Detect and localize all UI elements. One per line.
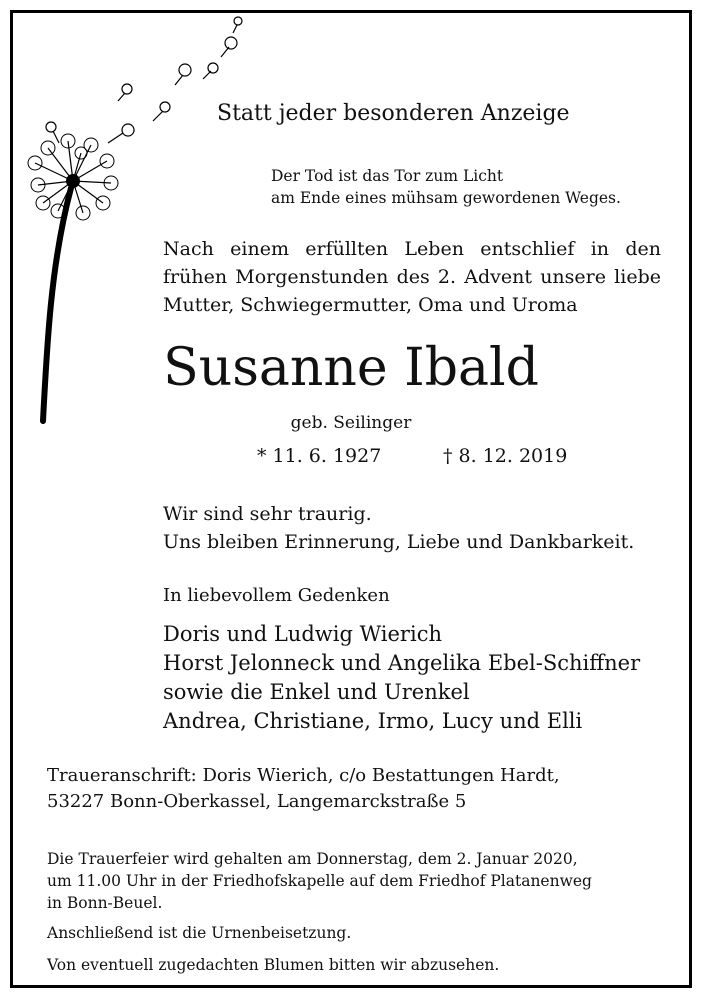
death-date: † 8. 12. 2019 (443, 445, 568, 467)
quote-text (271, 165, 621, 209)
service-line: in Bonn-Beuel. (47, 894, 163, 912)
intro-text (163, 235, 661, 319)
flowers-note: Von eventuell zugedachten Blumen bitten wir abzusehen. (47, 956, 500, 974)
family-line: Andrea, Christiane, Irmo, Lucy und Elli (163, 709, 583, 733)
sadness-text (163, 500, 634, 556)
address-line: 53227 Bonn-Oberkassel, Langemarckstraße 5 (47, 791, 467, 812)
quote-line: am Ende eines mühsam gewordenen Weges. (271, 189, 621, 207)
intro-line: Mutter, Schwiegermutter, Oma und Uroma (163, 294, 578, 316)
intro-line: frühen Morgenstunden des 2. Advent unsere liebe (163, 266, 661, 288)
sadness-line: Wir sind sehr traurig. (163, 503, 372, 525)
intro-line: Nach einem erfüllten Leben entschlief in den (163, 238, 661, 260)
announcement-heading: Statt jeder besonderen Anzeige (217, 101, 570, 126)
maiden-name: geb. Seilinger (290, 413, 412, 433)
family-line: Doris und Ludwig Wierich (163, 622, 442, 646)
service-line: um 11.00 Uhr in der Friedhofskapelle auf dem Friedhof Platanenweg (47, 872, 592, 890)
memorial-line: In liebevollem Gedenken (163, 585, 390, 606)
obituary-card (10, 10, 692, 988)
mourning-address (47, 763, 560, 815)
sadness-line: Uns bleiben Erinnerung, Liebe und Dankbarkeit. (163, 531, 635, 553)
family-list (163, 620, 640, 736)
burial-note: Anschließend ist die Urnenbeisetzung. (47, 924, 352, 942)
quote-line: Der Tod ist das Tor zum Licht (271, 167, 504, 185)
birth-date: * 11. 6. 1927 (257, 445, 382, 467)
family-line: Horst Jelonneck und Angelika Ebel-Schiffner (163, 651, 641, 675)
address-line: Traueranschrift: Doris Wierich, c/o Bestattungen Hardt, (47, 765, 560, 786)
service-info (47, 848, 592, 914)
deceased-name: Susanne Ibald (163, 338, 539, 398)
service-line: Die Trauerfeier wird gehalten am Donnerstag, dem 2. Januar 2020, (47, 850, 578, 868)
family-line: sowie die Enkel und Urenkel (163, 680, 470, 704)
